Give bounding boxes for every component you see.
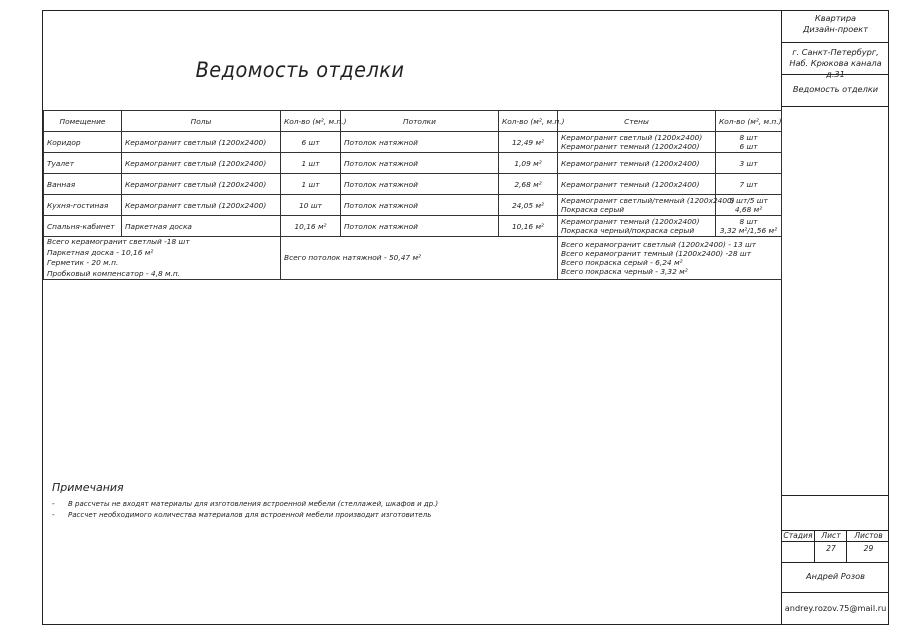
ceiling-cell: Потолок натяжной (341, 195, 499, 216)
grid-divider (814, 530, 815, 562)
walls-line: Керамогранит светлый/темный (1200х2400) (561, 196, 735, 205)
table-row (44, 132, 782, 153)
floor-cell: Паркетная доска (122, 216, 281, 237)
project-name (782, 13, 889, 35)
floor-qty-cell: 10,16 м² (281, 216, 341, 237)
walls-qty-cell: 7 шт (716, 174, 782, 195)
walls-qty-line: 3,32 м²/1,56 м² (719, 226, 778, 235)
walls-qty-line: 8 шт (739, 133, 758, 142)
table-row (44, 216, 782, 237)
ceiling-qty-cell: 2,68 м² (499, 174, 558, 195)
walls-total-line: Всего покраска черный - 3,32 м² (561, 267, 688, 276)
walls-cell (558, 132, 716, 153)
walls-qty-line: 6 шт (739, 142, 758, 151)
ceiling-totals-cell (281, 237, 558, 280)
walls-totals-cell (558, 237, 782, 280)
note-item (52, 499, 438, 510)
table-row (44, 153, 782, 174)
header-floor-qty: Кол-во (м², м.п.) (281, 111, 341, 132)
title-block-line (782, 562, 889, 563)
header-ceiling: Потолки (341, 111, 499, 132)
ceiling-qty-cell: 12,49 м² (499, 132, 558, 153)
floor-qty-cell: 6 шт (281, 132, 341, 153)
title-block-line (782, 541, 889, 542)
note-dash: - (52, 500, 55, 508)
walls-line: Керамогранит темный (1200х2400) (561, 217, 700, 226)
ceiling-cell: Потолок натяжной (341, 153, 499, 174)
finishing-schedule-table (43, 110, 782, 280)
walls-total-line: Всего керамогранит светлый (1200х2400) - 13 шт (561, 240, 757, 249)
floor-total-line: Герметик - 20 м.п. (47, 258, 119, 267)
walls-qty-cell (716, 216, 782, 237)
title-block-line (782, 42, 889, 43)
address-line: Наб. Крюкова канала д.31 (789, 58, 882, 79)
floor-qty-cell: 1 шт (281, 153, 341, 174)
header-ceiling-qty: Кол-во (м², м.п.) (499, 111, 558, 132)
sheet-info-grid (782, 530, 889, 562)
project-line: Дизайн-проект (802, 24, 869, 34)
ceiling-qty-cell: 10,16 м² (499, 216, 558, 237)
room-cell: Туалет (44, 153, 122, 174)
walls-cell (558, 195, 735, 216)
author-name: Андрей Розов (806, 571, 865, 581)
grid-divider (846, 530, 847, 562)
room-cell: Коридор (44, 132, 122, 153)
sheet-label: Лист (821, 531, 841, 540)
ceiling-qty-cell: 1,09 м² (499, 153, 558, 174)
ceiling-cell: Потолок натяжной (341, 216, 499, 237)
title-block-line (782, 495, 889, 496)
floor-total-line: Всего керамогранит светлый -18 шт (47, 237, 190, 246)
walls-qty-cell: 3 шт (716, 153, 782, 174)
sheets-count: 29 (863, 544, 874, 553)
floor-total-line: Паркетная доска - 10,16 м² (47, 247, 154, 257)
header-floor: Полы (122, 111, 281, 132)
table-row (44, 195, 782, 216)
totals-row (44, 237, 782, 280)
walls-line: Покраска серый (561, 205, 625, 214)
page-title: Ведомость отделки (195, 58, 405, 82)
floor-cell: Керамогранит светлый (1200х2400) (122, 132, 281, 153)
ceiling-total-line: Всего потолок натяжной - 50,47 м² (284, 252, 422, 262)
project-address (782, 47, 889, 80)
floor-cell: Керамогранит светлый (1200х2400) (122, 174, 281, 195)
table-header-row (44, 111, 782, 132)
header-room: Помещение (44, 111, 122, 132)
room-cell: Спальня-кабинет (44, 216, 122, 237)
title-block-line (782, 74, 889, 75)
address-line: г. Санкт-Петербург, (792, 47, 879, 57)
drawing-frame (42, 10, 889, 625)
walls-qty-line: 4,68 м² (734, 205, 763, 214)
sheet-name: Ведомость отделки (792, 84, 879, 94)
title-block-line (782, 106, 889, 107)
header-walls-qty: Кол-во (м², м.п.) (716, 111, 782, 132)
sheets-label: Листов (854, 531, 883, 540)
floor-qty-cell: 10 шт (281, 195, 341, 216)
note-text: В рассчеты не входят материалы для изготовления встроенной мебели (стеллажей, шкафов и др.) (68, 500, 439, 508)
ceiling-cell: Потолок натяжной (341, 132, 499, 153)
sheet-number: 27 (826, 544, 836, 553)
ceiling-qty-cell: 24,05 м² (499, 195, 558, 216)
walls-line: Керамогранит светлый (1200х2400) (561, 133, 703, 142)
walls-cell: Керамогранит темный (1200х2400) (558, 153, 716, 174)
note-text: Рассчет необходимого количества материалов для встроенной мебели производит изготовитель (68, 511, 432, 519)
note-dash: - (52, 511, 55, 519)
walls-qty-cell (716, 132, 782, 153)
walls-qty-line: 8 шт (739, 217, 758, 226)
ceiling-cell: Потолок натяжной (341, 174, 499, 195)
walls-qty-line: 5 шт/5 шт (729, 196, 768, 205)
floor-cell: Керамогранит светлый (1200х2400) (122, 153, 281, 174)
floor-qty-cell: 1 шт (281, 174, 341, 195)
header-walls: Стены (558, 111, 716, 132)
floor-total-line: Пробковый компенсатор - 4,8 м.п. (47, 268, 181, 278)
room-cell: Ванная (44, 174, 122, 195)
project-line: Квартира (814, 13, 857, 23)
walls-line: Керамогранит темный (1200х2400) (561, 142, 700, 151)
floor-cell: Керамогранит светлый (1200х2400) (122, 195, 281, 216)
table-row (44, 174, 782, 195)
room-cell: Кухня-гостиная (44, 195, 122, 216)
author-email: andrey.rozov.75@mail.ru (784, 603, 887, 613)
notes-title: Примечания (52, 481, 124, 494)
walls-cell: Керамогранит темный (1200х2400) (558, 174, 716, 195)
walls-line: Покраска черный/покраска серый (561, 226, 695, 235)
walls-total-line: Всего керамогранит темный (1200х2400) -28 шт (561, 249, 751, 258)
stage-label: Стадия (783, 531, 813, 540)
note-item (52, 510, 438, 521)
notes-list (52, 499, 438, 521)
floor-totals-cell (44, 237, 281, 280)
walls-total-line: Всего покраска серый - 6,24 м² (561, 258, 683, 267)
title-block-line (782, 592, 889, 593)
walls-cell (558, 216, 716, 237)
